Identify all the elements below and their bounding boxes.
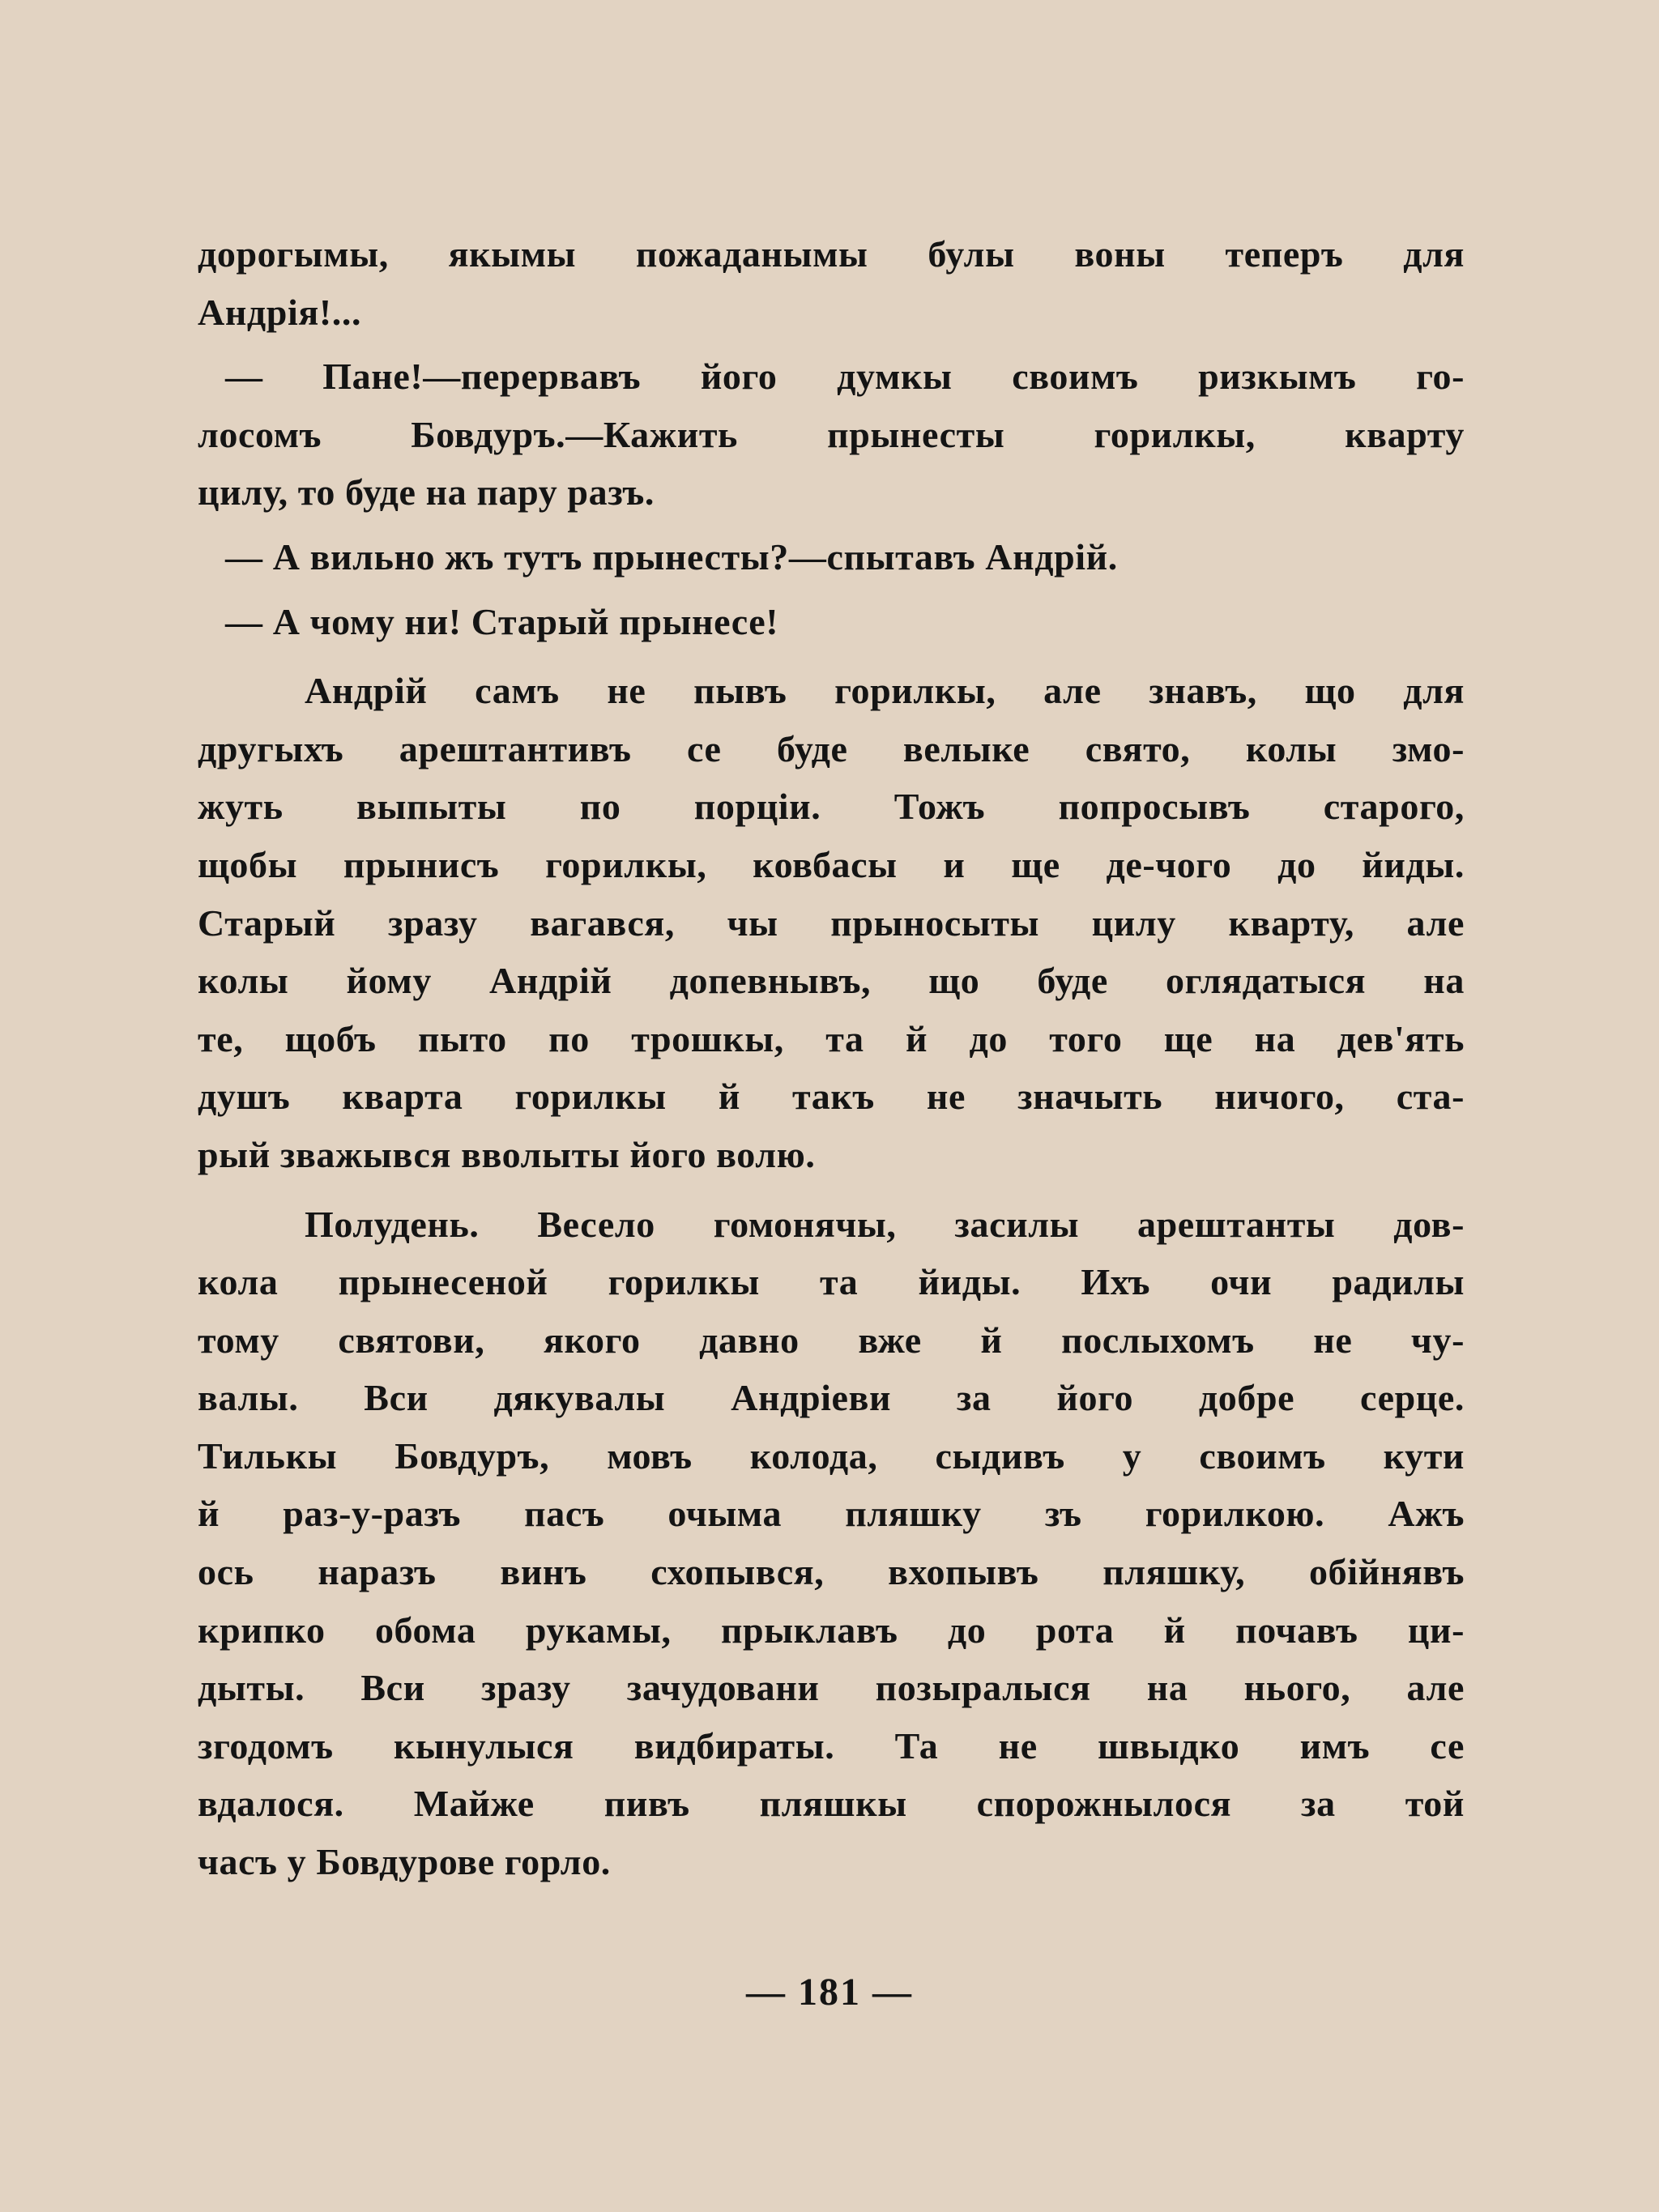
text-line: колы йому Андрій допевнывъ, що буде оглядатыся на bbox=[198, 960, 1465, 1002]
text-line: згодомъ кынулыся видбираты. Та не швыдко имъ се bbox=[198, 1724, 1465, 1767]
text-line: жуть выпыты по порціи. Тожъ попросывъ старого, bbox=[198, 786, 1465, 828]
text-line: валы. Вси дякувалы Андріеви за його добре серце. bbox=[198, 1377, 1465, 1419]
text-line: ось наразъ винъ схопывся, вхопывъ пляшку, обійнявъ bbox=[198, 1551, 1465, 1593]
text-line: лосомъ Бовдуръ.—Кажить прынесты горилкы, кварту bbox=[198, 413, 1465, 455]
text-line: Тилькы Бовдуръ, мовъ колода, сыдивъ у своимъ кути bbox=[198, 1434, 1465, 1477]
dialogue-line: — Пане!—перервавъ його думкы своимъ ризкымъ го- bbox=[225, 356, 1465, 398]
dialogue-line: — А вильно жъ тутъ прынесты?—спытавъ Андрій. bbox=[225, 535, 1118, 578]
text-line: душъ кварта горилкы й такъ не значыть ничого, ста- bbox=[198, 1076, 1465, 1118]
text-line: кола прынесеной горилкы та йиды. Ихъ очи радилы bbox=[198, 1261, 1465, 1303]
text-line: рый зважывся вволыты його волю. bbox=[198, 1133, 816, 1175]
paragraph-first-line: Полудень. Весело гомонячы, засилы арештанты дов- bbox=[305, 1203, 1465, 1245]
page-text bbox=[198, 225, 1465, 1891]
text-line: другыхъ арештантивъ се буде велыке свято, колы змо- bbox=[198, 727, 1465, 769]
text-line: те, щобъ пыто по трошкы, та й до того ще на дев'ять bbox=[198, 1017, 1465, 1059]
text-line: вдалося. Майже пивъ пляшкы спорожнылося за той bbox=[198, 1783, 1465, 1825]
text-line: Андрія!... bbox=[198, 291, 362, 333]
text-line: дорогымы, якымы пожаданымы булы воны теперъ для bbox=[198, 233, 1465, 275]
text-line: дыты. Вси зразу зачудовани позыралыся на нього, але bbox=[198, 1667, 1465, 1709]
text-line: крипко обома рукамы, прыклавъ до рота й почавъ ци- bbox=[198, 1609, 1465, 1651]
text-line: Старый зразу вагався, чы прыносыты цилу кварту, але bbox=[198, 901, 1465, 944]
dialogue-line: — А чому ни! Старый прынесе! bbox=[225, 600, 779, 642]
text-line: цилу, то буде на пару разъ. bbox=[198, 471, 655, 514]
page-number: — 181 — bbox=[746, 1971, 913, 2014]
paragraph-first-line: Андрій самъ не пывъ горилкы, але знавъ, що для bbox=[305, 670, 1465, 712]
text-line: щобы прынисъ горилкы, ковбасы и ще де-чого до йиды. bbox=[198, 843, 1465, 885]
text-line: часъ у Бовдурове горло. bbox=[198, 1841, 611, 1883]
text-line: тому святови, якого давно вже й послыхомъ не чу- bbox=[198, 1319, 1465, 1361]
text-line: й раз-у-разъ пасъ очыма пляшку зъ горилкою. Ажъ bbox=[198, 1493, 1465, 1535]
